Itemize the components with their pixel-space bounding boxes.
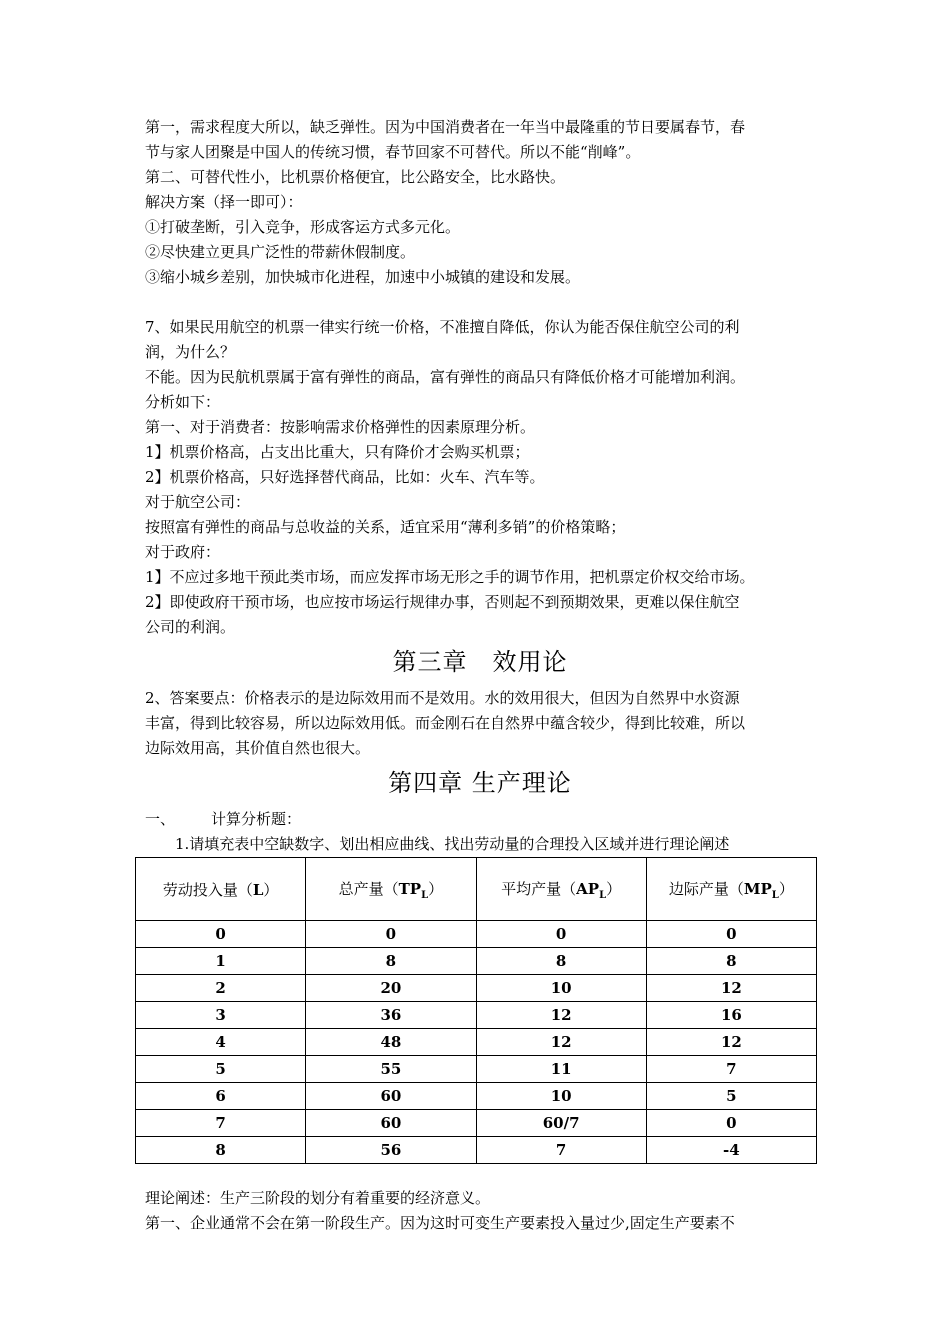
table-row xyxy=(136,921,817,948)
section-title: 计算分析题： xyxy=(211,810,302,828)
table-row xyxy=(136,1056,817,1083)
text-line: 7、如果民用航空的机票一律实行统一价格，不准擅自降低，你认为能否保住航空公司的利 xyxy=(145,318,740,336)
header-total-product: 总产量$(TP_L)$ xyxy=(306,858,476,921)
table-row xyxy=(136,975,817,1002)
table-cell: 5 xyxy=(646,1083,816,1110)
table-cell: 12 xyxy=(476,1029,646,1056)
section-number: 一、 xyxy=(145,810,176,828)
text-line: 公司的利润。 xyxy=(145,618,236,636)
table-cell: 60/7 xyxy=(476,1110,646,1137)
table-cell: 8 xyxy=(306,948,476,975)
table-cell: 56 xyxy=(306,1137,476,1164)
text-line: 第一，需求程度大所以，缺乏弹性。因为中国消费者在一年当中最隆重的节日要属春节，春 xyxy=(145,118,746,136)
table-cell: 12 xyxy=(646,1029,816,1056)
text-line: 2】机票价格高，只好选择替代商品，比如：火车、汽车等。 xyxy=(145,468,545,486)
table-row xyxy=(136,1110,817,1137)
table-cell: 0 xyxy=(646,1110,816,1137)
table-cell: 60 xyxy=(306,1110,476,1137)
table-cell: 20 xyxy=(306,975,476,1002)
question-7-block xyxy=(145,315,815,640)
text-line: 第一、企业通常不会在第一阶段生产。因为这时可变生产要素投入量过少,固定生产要素不 xyxy=(145,1214,735,1232)
header-labor: 劳动投入量（L） xyxy=(136,858,306,921)
chapter-3-title: 第三章 效用论 xyxy=(392,648,568,676)
table-cell: 7 xyxy=(476,1137,646,1164)
text-line: 1】机票价格高，占支出比重大，只有降价才会购买机票； xyxy=(145,443,530,461)
table-cell: 4 xyxy=(136,1029,306,1056)
table-cell: 2 xyxy=(136,975,306,1002)
text-line: 解决方案（择一即可）： xyxy=(145,193,303,211)
text-line: 丰富，得到比较容易，所以边际效用低。而金刚石在自然界中蕴含较少，得到比较难，所以 xyxy=(145,714,746,732)
document-page xyxy=(145,115,815,1236)
text-line: ③缩小城乡差别，加快城市化进程，加速中小城镇的建设和发展。 xyxy=(145,268,581,286)
production-table xyxy=(135,857,817,1164)
text-line: 对于航空公司： xyxy=(145,493,251,511)
text-line: 第二、可替代性小，比机票价格便宜，比公路安全，比水路快。 xyxy=(145,168,566,186)
text-line: 边际效用高，其价值自然也很大。 xyxy=(145,739,371,757)
table-cell: 36 xyxy=(306,1002,476,1029)
table-cell: 16 xyxy=(646,1002,816,1029)
table-row xyxy=(136,948,817,975)
text-line: 按照富有弹性的商品与总收益的关系，适宜采用“薄利多销”的价格策略； xyxy=(145,518,626,536)
header-marginal-product: 边际产量$(MP_L)$ xyxy=(646,858,816,921)
table-cell: 1 xyxy=(136,948,306,975)
table-row xyxy=(136,1137,817,1164)
table-cell: 10 xyxy=(476,975,646,1002)
text-line: 分析如下： xyxy=(145,393,221,411)
text-line: 理论阐述：生产三阶段的划分有着重要的经济意义。 xyxy=(145,1189,491,1207)
table-cell: 60 xyxy=(306,1083,476,1110)
table-cell: 5 xyxy=(136,1056,306,1083)
text-line: 第一、对于消费者：按影响需求价格弹性的因素原理分析。 xyxy=(145,418,536,436)
table-cell: 6 xyxy=(136,1083,306,1110)
task-description: 1.请填充表中空缺数字、划出相应曲线、找出劳动量的合理投入区域并进行理论阐述 xyxy=(175,835,730,853)
text-line: 润，为什么？ xyxy=(145,343,236,361)
header-average-product: 平均产量$(AP_L)$ xyxy=(476,858,646,921)
text-line: ②尽快建立更具广泛性的带薪休假制度。 xyxy=(145,243,416,261)
chapter-4-title: 第四章 生产理论 xyxy=(388,769,572,797)
text-line: 2、答案要点：价格表示的是边际效用而不是效用。水的效用很大，但因为自然界中水资源 xyxy=(145,689,740,707)
table-row xyxy=(136,1029,817,1056)
table-cell: 11 xyxy=(476,1056,646,1083)
table-cell: 0 xyxy=(476,921,646,948)
text-line: 1】不应过多地干预此类市场，而应发挥市场无形之手的调节作用，把机票定价权交给市场。 xyxy=(145,568,755,586)
table-cell: 55 xyxy=(306,1056,476,1083)
table-cell: 7 xyxy=(646,1056,816,1083)
table-cell: 8 xyxy=(476,948,646,975)
table-cell: 8 xyxy=(136,1137,306,1164)
table-cell: -4 xyxy=(646,1137,816,1164)
table-cell: 12 xyxy=(646,975,816,1002)
table-cell: 0 xyxy=(306,921,476,948)
table-row xyxy=(136,1002,817,1029)
table-cell: 3 xyxy=(136,1002,306,1029)
table-row xyxy=(136,1083,817,1110)
table-cell: 7 xyxy=(136,1110,306,1137)
theory-explanation xyxy=(145,1186,815,1236)
text-line: ①打破垄断，引入竞争，形成客运方式多元化。 xyxy=(145,218,461,236)
table-cell: 0 xyxy=(136,921,306,948)
elasticity-answer-block xyxy=(145,115,815,290)
section-heading xyxy=(145,807,815,832)
table-cell: 8 xyxy=(646,948,816,975)
text-line: 节与家人团聚是中国人的传统习惯，春节回家不可替代。所以不能“削峰”。 xyxy=(145,143,641,161)
table-cell: 48 xyxy=(306,1029,476,1056)
table-cell: 0 xyxy=(646,921,816,948)
text-line: 2】即使政府干预市场，也应按市场运行规律办事，否则起不到预期效果，更难以保住航空 xyxy=(145,593,740,611)
text-line: 对于政府： xyxy=(145,543,221,561)
table-cell: 12 xyxy=(476,1002,646,1029)
chapter-3-answer xyxy=(145,686,815,761)
table-cell: 10 xyxy=(476,1083,646,1110)
table-header-row xyxy=(136,858,817,921)
text-line: 不能。因为民航机票属于富有弹性的商品，富有弹性的商品只有降低价格才可能增加利润。 xyxy=(145,368,746,386)
